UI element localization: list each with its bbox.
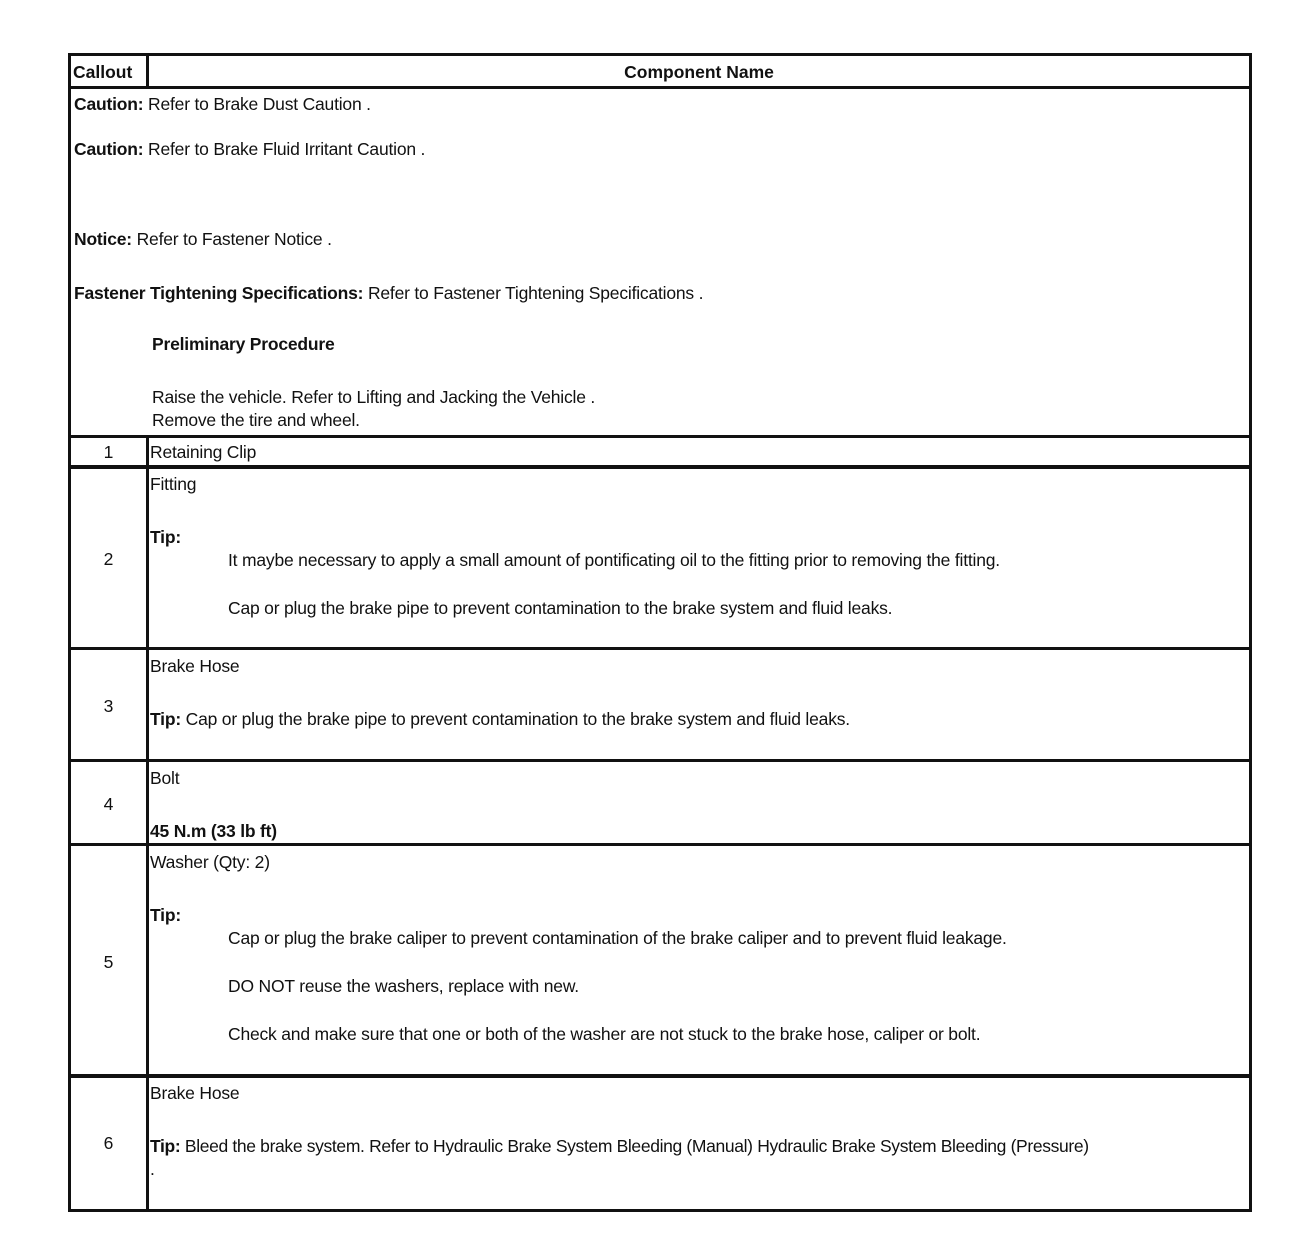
tip-text: It maybe necessary to apply a small amount of pontificating oil to the fitting prior to removing the fitting. [228, 550, 1000, 570]
tip-text: Bleed the brake system. [184, 1136, 365, 1156]
rule-intro [71, 435, 1249, 438]
header-callout: Callout [73, 62, 133, 82]
tip-text: DO NOT reuse the washers, replace with new. [228, 976, 579, 996]
component-name: Retaining Clip [150, 442, 257, 462]
header-component-name: Component Name [624, 62, 774, 82]
rule-row3 [71, 759, 1249, 762]
caution-label: Caution: [74, 139, 144, 159]
fastener-text: Refer to Fastener Tightening Specifications . [367, 283, 704, 303]
preliminary-procedure-title: Preliminary Procedure [152, 334, 335, 354]
callout-number: 5 [103, 952, 114, 972]
component-name: Fitting [150, 474, 197, 494]
tip-text: Cap or plug the brake pipe to prevent contamination to the brake system and fluid leaks. [185, 709, 850, 729]
tip-label: Tip: [150, 709, 181, 729]
rule-row5 [71, 1074, 1249, 1078]
tip-label: Tip: [150, 1136, 181, 1156]
tip-label: Tip: [150, 527, 181, 547]
notice-fastener [74, 229, 332, 250]
rule-header [71, 86, 1249, 89]
component-table [68, 53, 1252, 1212]
preliminary-step: Remove the tire and wheel. [152, 410, 360, 430]
component-name: Bolt [150, 768, 180, 788]
rule-row4 [71, 843, 1249, 846]
callout-number: 3 [103, 696, 114, 716]
fastener-specs [74, 283, 703, 304]
tip [150, 709, 850, 730]
tip-end: . [150, 1159, 155, 1179]
component-name: Washer (Qty: 2) [150, 852, 270, 872]
tip-text: Cap or plug the brake pipe to prevent contamination to the brake system and fluid leaks. [228, 598, 893, 618]
callout-number: 1 [103, 442, 114, 462]
component-name: Brake Hose [150, 656, 240, 676]
tip-text: Cap or plug the brake caliper to prevent contamination of the brake caliper and to prevent fluid leakage. [228, 928, 1007, 948]
column-rule-rows [146, 435, 149, 1209]
rule-row1 [71, 465, 1249, 469]
caution-brake-dust [74, 94, 371, 115]
tip-label: Tip: [150, 905, 181, 925]
component-name: Brake Hose [150, 1083, 240, 1103]
callout-number: 4 [103, 794, 114, 814]
caution-brake-fluid [74, 139, 425, 160]
fastener-label: Fastener Tightening Specifications: [74, 283, 364, 303]
tip-text: (Manual) [686, 1136, 753, 1156]
callout-number: 2 [103, 549, 114, 569]
rule-row2 [71, 647, 1249, 650]
caution-text: Refer to Brake Dust Caution . [148, 94, 371, 114]
notice-text: Refer to Fastener Notice . [136, 229, 332, 249]
tip-text: (Pressure) [1010, 1136, 1089, 1156]
torque-spec: 45 N.m (33 lb ft) [150, 821, 277, 841]
caution-label: Caution: [74, 94, 144, 114]
hydraulic-bleeding-link[interactable]: Refer to Hydraulic Brake System Bleeding [369, 1136, 682, 1156]
tip [150, 1136, 1089, 1157]
preliminary-step: Raise the vehicle. Refer to Lifting and Jacking the Vehicle . [152, 387, 596, 407]
notice-label: Notice: [74, 229, 132, 249]
tip-text: Check and make sure that one or both of the washer are not stuck to the brake hose, caliper or bolt. [228, 1024, 981, 1044]
callout-number: 6 [103, 1133, 114, 1153]
caution-text: Refer to Brake Fluid Irritant Caution . [148, 139, 426, 159]
hydraulic-bleeding-link[interactable]: Hydraulic Brake System Bleeding [757, 1136, 1007, 1156]
